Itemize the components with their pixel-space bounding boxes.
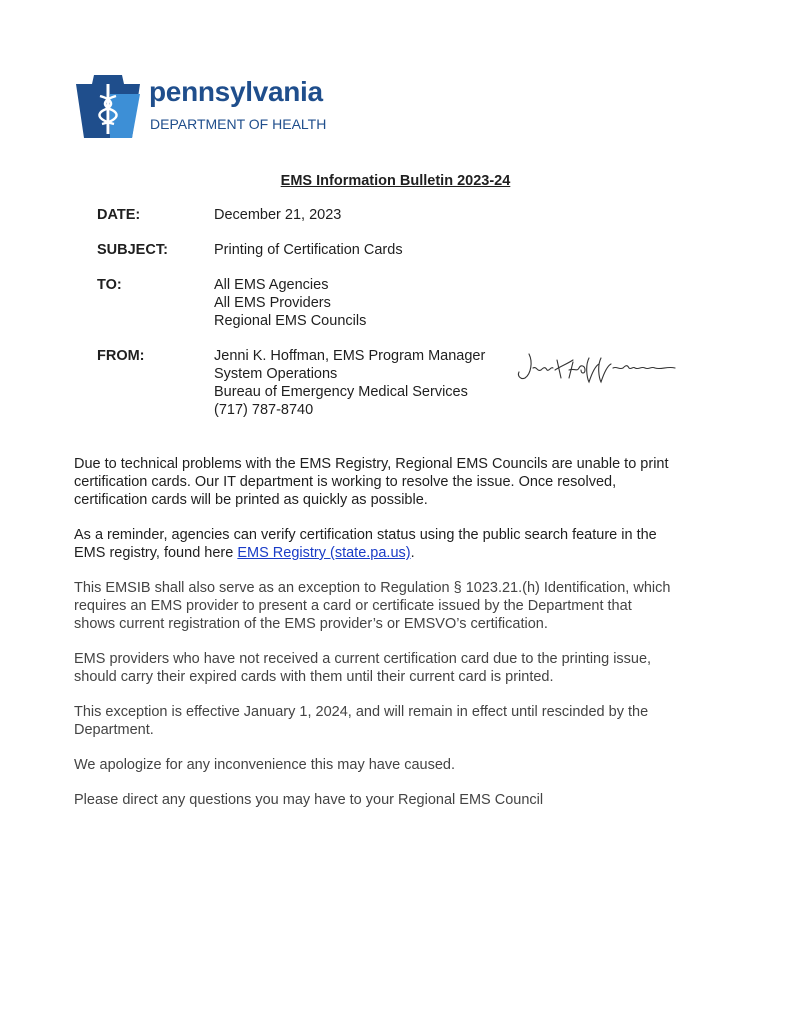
from-line: System Operations	[214, 366, 338, 382]
bulletin-title: EMS Information Bulletin 2023-24	[280, 173, 511, 189]
subject-label: SUBJECT:	[97, 242, 168, 258]
to-line: All EMS Providers	[214, 295, 331, 311]
keystone-caduceus-icon	[74, 72, 142, 140]
text-line: should carry their expired cards with them until their current card is printed.	[74, 669, 554, 685]
logo-wordmark: pennsylvania	[149, 76, 323, 107]
from-line: Jenni K. Hoffman, EMS Program Manager	[214, 348, 486, 364]
from-line: (717) 787-8740	[214, 402, 314, 418]
text-line: certification cards. Our IT department is working to resolve the issue. Once resolved,	[74, 474, 617, 490]
date-value: December 21, 2023	[214, 207, 342, 223]
from-line: Bureau of Emergency Medical Services	[214, 384, 468, 400]
from-label: FROM:	[97, 348, 145, 364]
text-fragment: .	[410, 545, 415, 561]
memo-date-row	[97, 206, 697, 224]
bulletin-body	[74, 455, 724, 826]
to-label: TO:	[97, 277, 122, 293]
paragraph	[74, 526, 724, 562]
handwritten-signature	[515, 348, 687, 388]
date-label: DATE:	[97, 207, 141, 223]
subject-value: Printing of Certification Cards	[214, 242, 403, 258]
memo-subject-row	[97, 241, 697, 259]
paragraph	[74, 650, 724, 686]
ems-registry-link[interactable]: EMS Registry (state.pa.us)	[237, 545, 411, 561]
text-line: EMS providers who have not received a current certification card due to the printing issue,	[74, 651, 652, 667]
text-line: Department.	[74, 722, 154, 738]
text-line: requires an EMS provider to present a card or certificate issued by the Department that	[74, 598, 632, 614]
text-line: As a reminder, agencies can verify certification status using the public search feature in the	[74, 527, 657, 543]
paragraph	[74, 703, 724, 739]
memo-to-row	[97, 276, 697, 330]
text-line-with-link	[74, 544, 724, 562]
memo-header	[97, 206, 697, 436]
paragraph	[74, 791, 724, 809]
paragraph	[74, 455, 724, 509]
text-line: This EMSIB shall also serve as an exception to Regulation § 1023.21.(h) Identification, which	[74, 580, 671, 596]
to-line: Regional EMS Councils	[214, 313, 367, 329]
text-line: shows current registration of the EMS provider’s or EMSVO’s certification.	[74, 616, 548, 632]
to-line: All EMS Agencies	[214, 277, 329, 293]
logo-department: DEPARTMENT OF HEALTH	[150, 116, 327, 132]
text-line: Due to technical problems with the EMS Registry, Regional EMS Councils are unable to print	[74, 456, 669, 472]
pa-health-logo	[74, 72, 354, 142]
paragraph	[74, 579, 724, 633]
text-line: We apologize for any inconvenience this may have caused.	[74, 757, 455, 773]
text-fragment: EMS registry, found here	[74, 545, 238, 561]
paragraph	[74, 756, 724, 774]
text-line: This exception is effective January 1, 2024, and will remain in effect until rescinded by the	[74, 704, 649, 720]
text-line: certification cards will be printed as quickly as possible.	[74, 492, 428, 508]
text-line: Please direct any questions you may have to your Regional EMS Council	[74, 792, 544, 808]
